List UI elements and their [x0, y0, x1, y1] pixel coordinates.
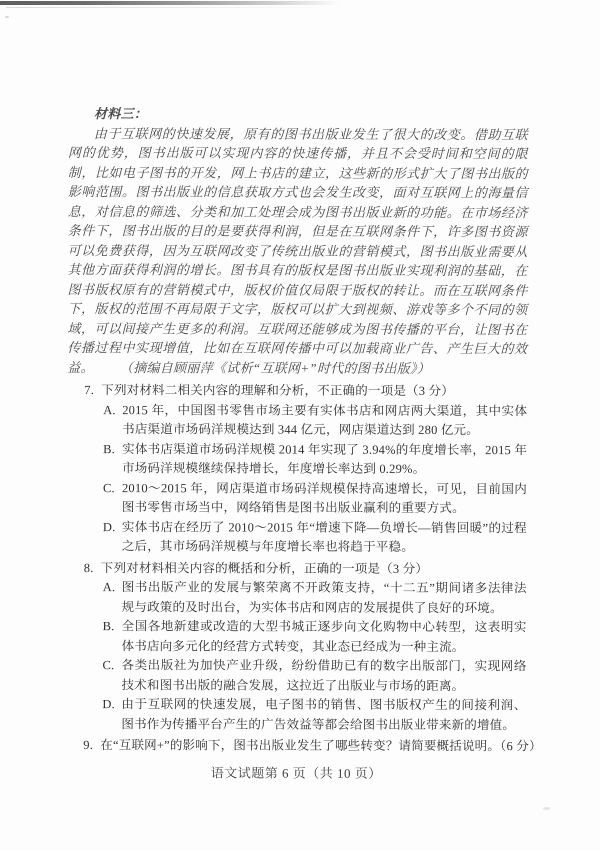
scan-artifact-top-edge-faint — [6, 7, 334, 8]
question-stem-row — [67, 381, 527, 402]
question-number: 8. — [83, 560, 94, 575]
page-content — [66, 104, 542, 782]
option-text: 2015 年，中国图书零售市场主要有实体书店和网店两大渠道，其中实体书店渠道市场码洋规模达到 344 亿元，网店渠道达到 280 亿元。 — [122, 402, 528, 438]
option-label: C. — [102, 658, 115, 673]
answer-option — [66, 695, 526, 735]
material-three-paragraph — [67, 123, 528, 378]
question-stem-row — [67, 558, 527, 579]
question-stem: 下列对材料相关内容的概括和分析，正确的一项是（3 分） — [100, 560, 429, 576]
option-text: 2010～2015 年，网店渠道市场码洋规模保持高速增长，可见，目前国内图书零售市场当中，网络销售是图书出版业赢利的重要方式。 — [121, 480, 528, 516]
question-stem: 在“互联网+”的影响下，图书出版业发生了哪些转变？请简要概括说明。（6 分） — [100, 738, 542, 754]
option-label: A. — [102, 580, 116, 595]
answer-option — [67, 439, 527, 479]
question-block — [66, 558, 526, 735]
answer-option — [66, 656, 526, 696]
option-label: B. — [103, 441, 115, 456]
option-label: A. — [103, 402, 116, 417]
question-block — [67, 381, 527, 558]
scan-speck — [543, 807, 550, 810]
option-text: 实体书店在经历了 2010～2015 年“增速下降—负增长—销售回暖”的过程之后，其市场码洋规模与年度增长率也将趋于平稳。 — [121, 519, 527, 554]
question-stem-row — [66, 736, 542, 757]
option-text: 各类出版社为加快产业升级，纷纷借助已有的数字出版部门，实现网络技术和图书出版的融合发展，这拉近了出版业与市场的距离。 — [121, 658, 527, 693]
question-number: 7. — [84, 383, 95, 398]
option-text: 实体书店渠道市场码洋规模 2014 年实现了 3.94%的年度增长率，2015 年市场码洋规模继续保持增长，年度增长率达到 0.29%。 — [122, 441, 528, 476]
page-footer: 语文试题第 6 页（共 10 页） — [210, 764, 382, 781]
answer-option — [67, 400, 527, 440]
material-three-body-text: 由于互联网的快速发展，原有的图书出版业发生了很大的改变。借助互联网的优势，图书出版可以实现内容的快速传播，并且不会受时间和空间的限制，比如电子图书的开发，网上书店的建立，这些新的形式扩大了图书出版的影响范围。图书出版业的信息获取方式也会发生改变，面对互联网上的海量信息，对信息的筛选、分类和加工处理会成为图书出版业新的功能。在市场经济条件下，图书出版的目的是要获得利润，但是在互联网条件下，许多图书资源可以免费获得，因为互联网改变了传统出版业的营销模式，图书出版业需要从其他方面获得利润的增长。图书具有的版权是图书出版业实现利润的基础，在图书版权原有的营销模式中，版权价值仅局限于版权的转让。而在互联网条件下，版权的范围不再局限于文字，版权可以扩大到视频、游戏等多个不同的领域，可以间接产生更多的利润。互联网还能够成为图书传播的平台，让图书在传播过程中实现增值，比如在互联网传播中可以加载商业广告、产生巨大的效益。 — [67, 125, 528, 375]
option-label: D. — [102, 697, 116, 712]
answer-option — [67, 617, 527, 657]
question-block — [66, 736, 542, 757]
option-label: C. — [102, 480, 115, 495]
question-number: 9. — [83, 738, 94, 753]
questions-section — [66, 381, 542, 757]
option-label: B. — [102, 619, 115, 634]
material-three-heading: 材料三： — [93, 106, 148, 122]
scan-artifact-top-edge — [0, 1, 340, 5]
material-three-section — [67, 104, 528, 378]
question-stem: 下列对材料二相关内容的理解和分析，不正确的一项是（3 分） — [101, 383, 454, 399]
option-text: 图书出版产业的发展与繁荣离不开政策支持，“十二五”期间诸多法律法规与政策的及时出台，为实体书店和网店的发展提供了良好的环境。 — [121, 580, 527, 615]
answer-option — [67, 478, 527, 518]
option-text: 由于互联网的快速发展，电子图书的销售、图书版权产生的间接利润、图书作为传播平台产生的广告效益等都会给图书出版业带来新的增值。 — [121, 697, 527, 732]
scan-speck — [5, 16, 9, 18]
answer-option — [67, 578, 527, 618]
answer-option — [67, 517, 527, 557]
option-text: 全国各地新建或改造的大型书城正逐步向文化购物中心转型，这表明实体书店向多元化的经营方式转变，其业态已经成为一种主流。 — [121, 619, 527, 654]
material-source-attribution: （摘编自顾丽萍《试析“互联网+”时代的图书出版》） — [119, 359, 431, 376]
option-label: D. — [102, 519, 116, 534]
